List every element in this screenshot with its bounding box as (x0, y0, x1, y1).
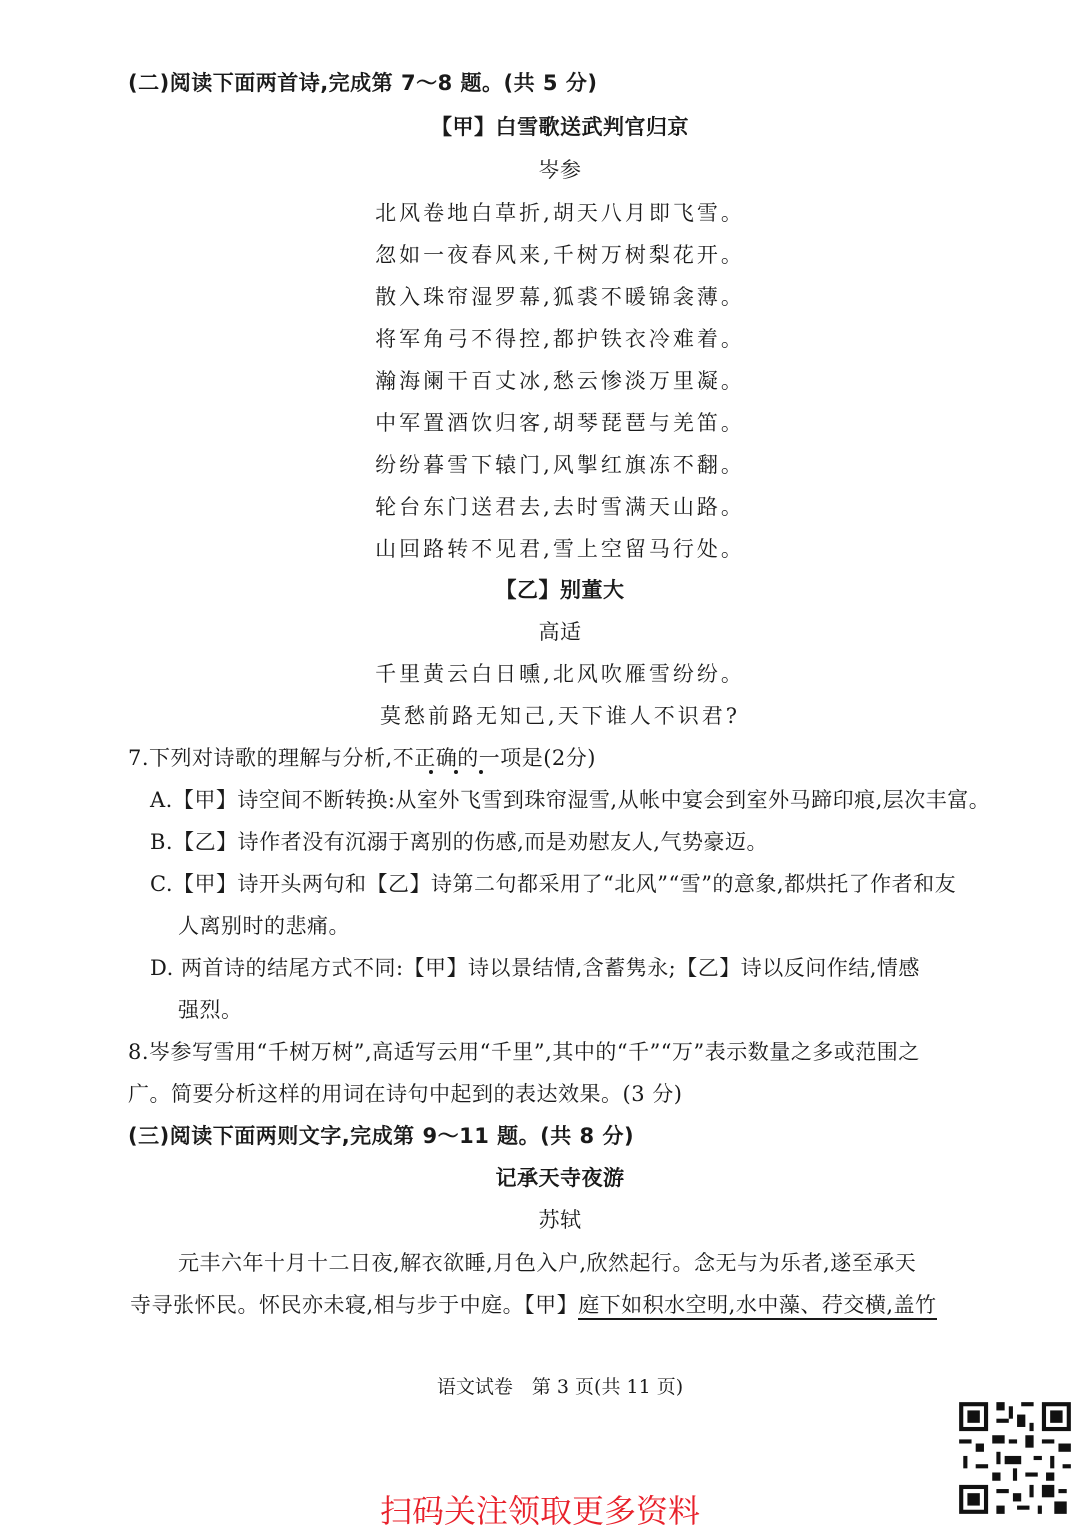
passage-underlined-text: 庭下如积水空明,水中藻、荇交横,盖竹 (578, 1293, 936, 1320)
question-7-option-a: A.【甲】诗空间不断转换:从室外飞雪到珠帘湿雪,从帐中宴会到室外马蹄印痕,层次丰富。 (150, 788, 991, 812)
poem-b-author: 高适 (538, 620, 582, 644)
poem-a-line: 散入珠帘湿罗幕,狐裘不暖锦衾薄。 (375, 285, 745, 309)
question-8-line: 8.岑参写雪用“千树万树”,高适写云用“千里”,其中的“千”“万”表示数量之多或范围之 (128, 1040, 920, 1064)
question-8-line: 广。简要分析这样的用词在诗句中起到的表达效果。(3 分) (128, 1082, 683, 1106)
question-7-option-b: B.【乙】诗作者没有沉溺于离别的伤感,而是劝慰友人,气势豪迈。 (150, 830, 768, 854)
poem-a-line: 北风卷地白草折,胡天八月即飞雪。 (375, 201, 745, 225)
passage-text: 寺寻张怀民。怀民亦未寝,相与步于中庭。【甲】 (130, 1293, 579, 1317)
section3-author: 苏轼 (538, 1208, 582, 1232)
poem-a-line: 瀚海阑干百丈冰,愁云惨淡万里凝。 (375, 369, 745, 393)
question-7-option-d-cont: 强烈。 (178, 998, 243, 1022)
passage-line: 元丰六年十月十二日夜,解衣欲睡,月色入户,欣然起行。念无与为乐者,遂至承天 (178, 1251, 917, 1275)
poem-b-line: 千里黄云白日曛,北风吹雁雪纷纷。 (375, 662, 745, 686)
emphasis-dots (427, 770, 487, 778)
question-7-stem: 7.下列对诗歌的理解与分析,不正确的一项是(2分) (128, 746, 596, 770)
poem-a-line: 纷纷暮雪下辕门,风掣红旗冻不翻。 (375, 453, 745, 477)
section3-title: 记承天寺夜游 (495, 1166, 625, 1190)
poem-a-title: 【甲】白雪歌送武判官归京 (431, 115, 689, 139)
poem-a-line: 山回路转不见君,雪上空留马行处。 (375, 537, 745, 561)
poem-a-line: 将军角弓不得控,都护铁衣冷难着。 (375, 327, 745, 351)
question-7-option-d: D. 两首诗的结尾方式不同:【甲】诗以景结情,含蓄隽永;【乙】诗以反问作结,情感 (150, 956, 920, 980)
page-footer: 语文试卷 第 3 页(共 11 页) (436, 1376, 684, 1398)
section2-heading: (二)阅读下面两首诗,完成第 7～8 题。(共 5 分) (128, 71, 598, 95)
poem-a-author: 岑参 (538, 158, 582, 182)
poem-a-line: 忽如一夜春风来,千树万树梨花开。 (375, 243, 745, 267)
poem-b-title: 【乙】别董大 (495, 578, 625, 602)
poem-b-line: 莫愁前路无知己,天下谁人不识君? (380, 704, 740, 728)
poem-a-line: 轮台东门送君去,去时雪满天山路。 (375, 495, 745, 519)
promo-banner[interactable]: 扫码关注领取更多资料 (379, 1492, 700, 1530)
question-7-option-c-cont: 人离别时的悲痛。 (178, 914, 350, 938)
passage-line (130, 1290, 937, 1320)
section3-heading: (三)阅读下面两则文字,完成第 9～11 题。(共 8 分) (128, 1124, 635, 1148)
question-7-option-c: C.【甲】诗开头两句和【乙】诗第二句都采用了“北风”“雪”的意象,都烘托了作者和友 (150, 872, 957, 896)
poem-a-line: 中军置酒饮归客,胡琴琵琶与羌笛。 (375, 411, 745, 435)
